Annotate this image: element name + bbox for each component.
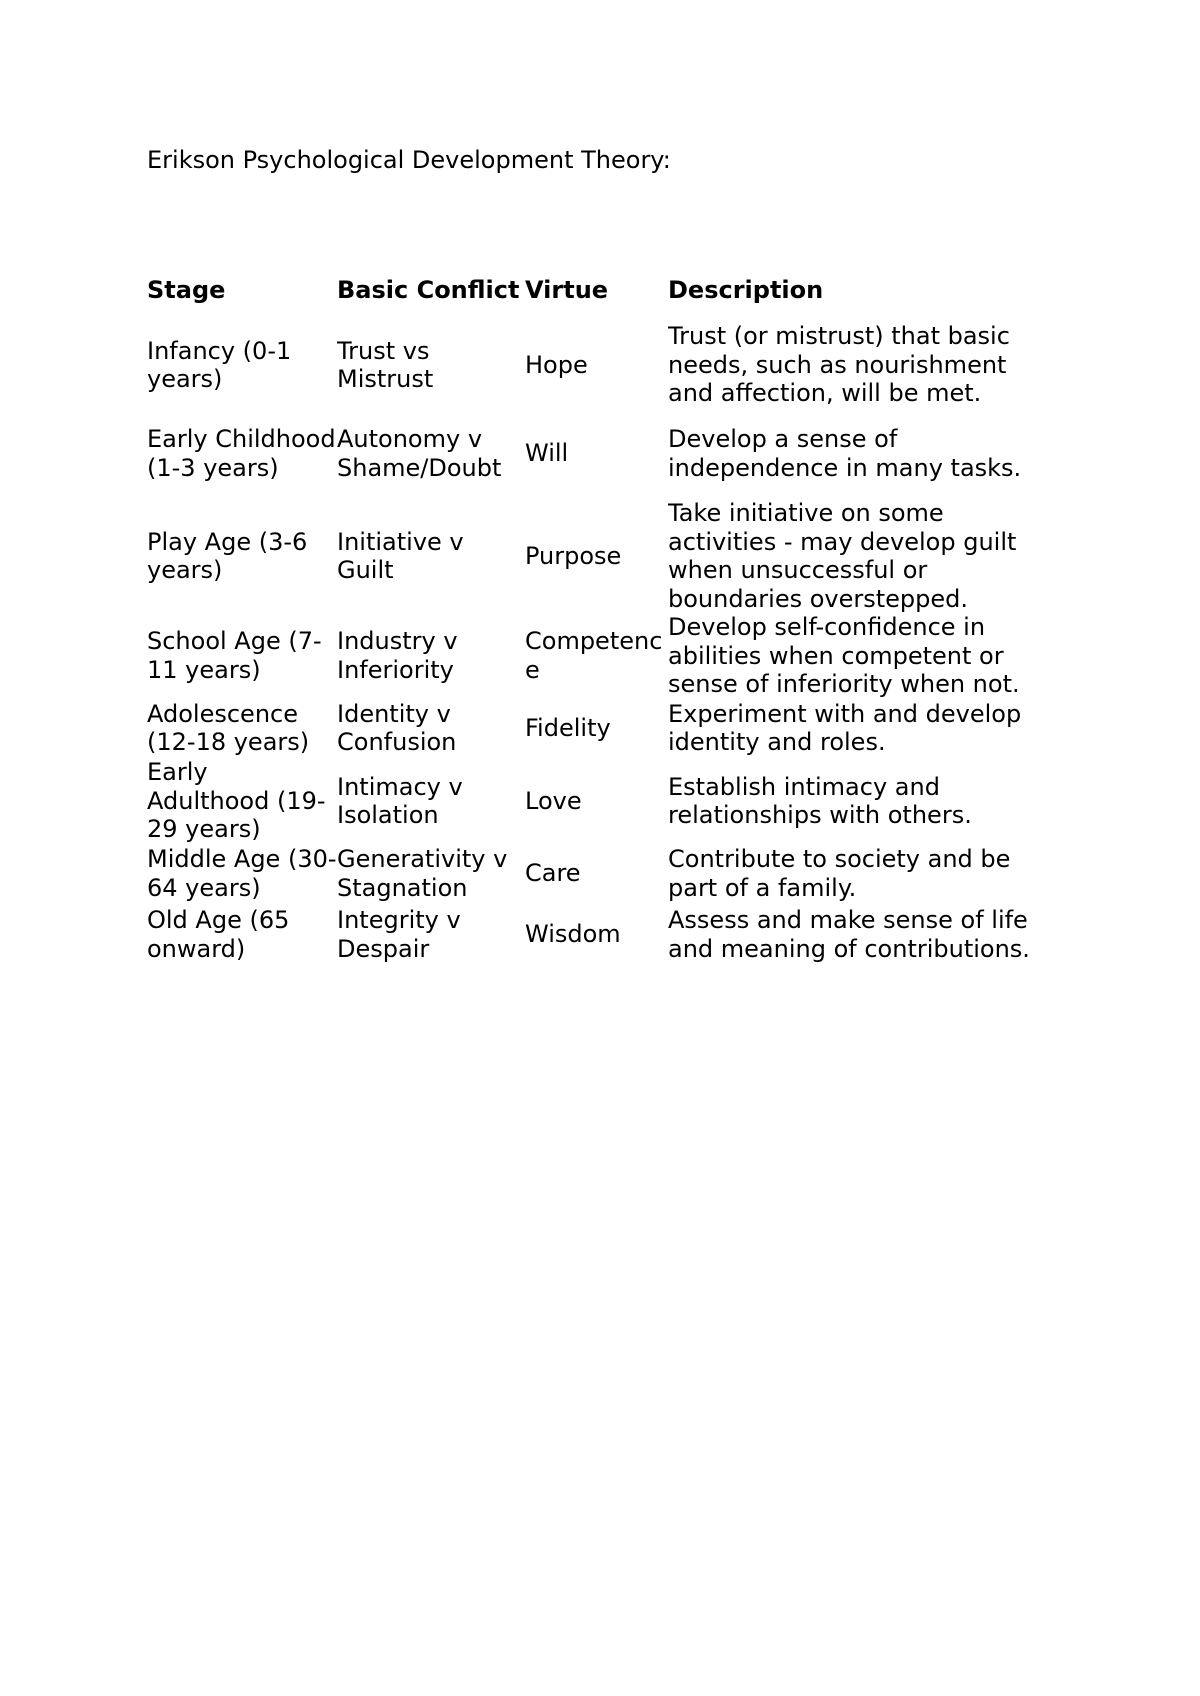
table-row <box>147 758 1047 845</box>
table-row <box>147 408 1047 499</box>
table-row <box>147 322 1047 408</box>
description-cell: Develop a sense of independence in many tasks. <box>668 425 1022 482</box>
table-header-row <box>147 258 1047 322</box>
conflict-cell: Autonomy v Shame/Doubt <box>337 425 502 482</box>
description-cell: Develop self-confidence in abilities when competent or sense of inferiority when not. <box>668 613 1020 698</box>
stage-cell: Play Age (3-6 years) <box>147 527 308 584</box>
header-stage: Stage <box>147 275 226 304</box>
stage-cell: Old Age (65 onward) <box>147 906 290 963</box>
table-row <box>147 699 1047 758</box>
table-row <box>147 499 1047 613</box>
conflict-cell: Generativity v Stagnation <box>337 845 508 902</box>
conflict-cell: Identity v Confusion <box>337 699 457 756</box>
erikson-stages-table <box>147 258 1047 967</box>
description-cell: Take initiative on some activities - may develop guilt when unsuccessful or boundaries overstepped. <box>668 499 1017 613</box>
stage-cell: Infancy (0-1 years) <box>147 336 292 393</box>
header-virtue: Virtue <box>525 275 609 304</box>
virtue-cell: Wisdom <box>525 920 621 949</box>
conflict-cell: Trust vs Mistrust <box>337 336 434 393</box>
stage-cell: Early Adulthood (19-29 years) <box>147 758 326 844</box>
virtue-cell: Will <box>525 439 569 468</box>
header-description: Description <box>668 275 824 304</box>
description-cell: Establish intimacy and relationships with others. <box>668 772 972 829</box>
table-row <box>147 613 1047 699</box>
table-row <box>147 903 1047 967</box>
conflict-cell: Industry v Inferiority <box>337 627 458 684</box>
conflict-cell: Initiative v Guilt <box>337 527 464 584</box>
description-cell: Experiment with and develop identity and roles. <box>668 699 1022 756</box>
virtue-cell: Hope <box>525 350 588 379</box>
virtue-cell: Purpose <box>525 541 622 570</box>
conflict-cell: Integrity v Despair <box>337 906 461 963</box>
erikson-stages-table-container <box>147 258 1047 967</box>
description-cell: Trust (or mistrust) that basic needs, such as nourishment and affection, will be met. <box>668 322 1010 408</box>
stage-cell: Middle Age (30-64 years) <box>147 845 337 902</box>
description-cell: Assess and make sense of life and meaning of contributions. <box>668 906 1030 963</box>
stage-cell: Adolescence (12-18 years) <box>147 699 310 756</box>
virtue-cell: Love <box>525 786 582 815</box>
conflict-cell: Intimacy v Isolation <box>337 772 463 829</box>
virtue-cell: Fidelity <box>525 713 611 742</box>
stage-cell: Early Childhood (1-3 years) <box>147 425 336 482</box>
stage-cell: School Age (7-11 years) <box>147 627 322 684</box>
header-basic-conflict: Basic Conflict <box>337 275 520 304</box>
description-cell: Contribute to society and be part of a family. <box>668 845 1011 902</box>
table-row <box>147 845 1047 903</box>
virtue-cell: Competence <box>525 627 663 684</box>
page-title: Erikson Psychological Development Theory: <box>147 146 671 174</box>
virtue-cell: Care <box>525 859 581 888</box>
